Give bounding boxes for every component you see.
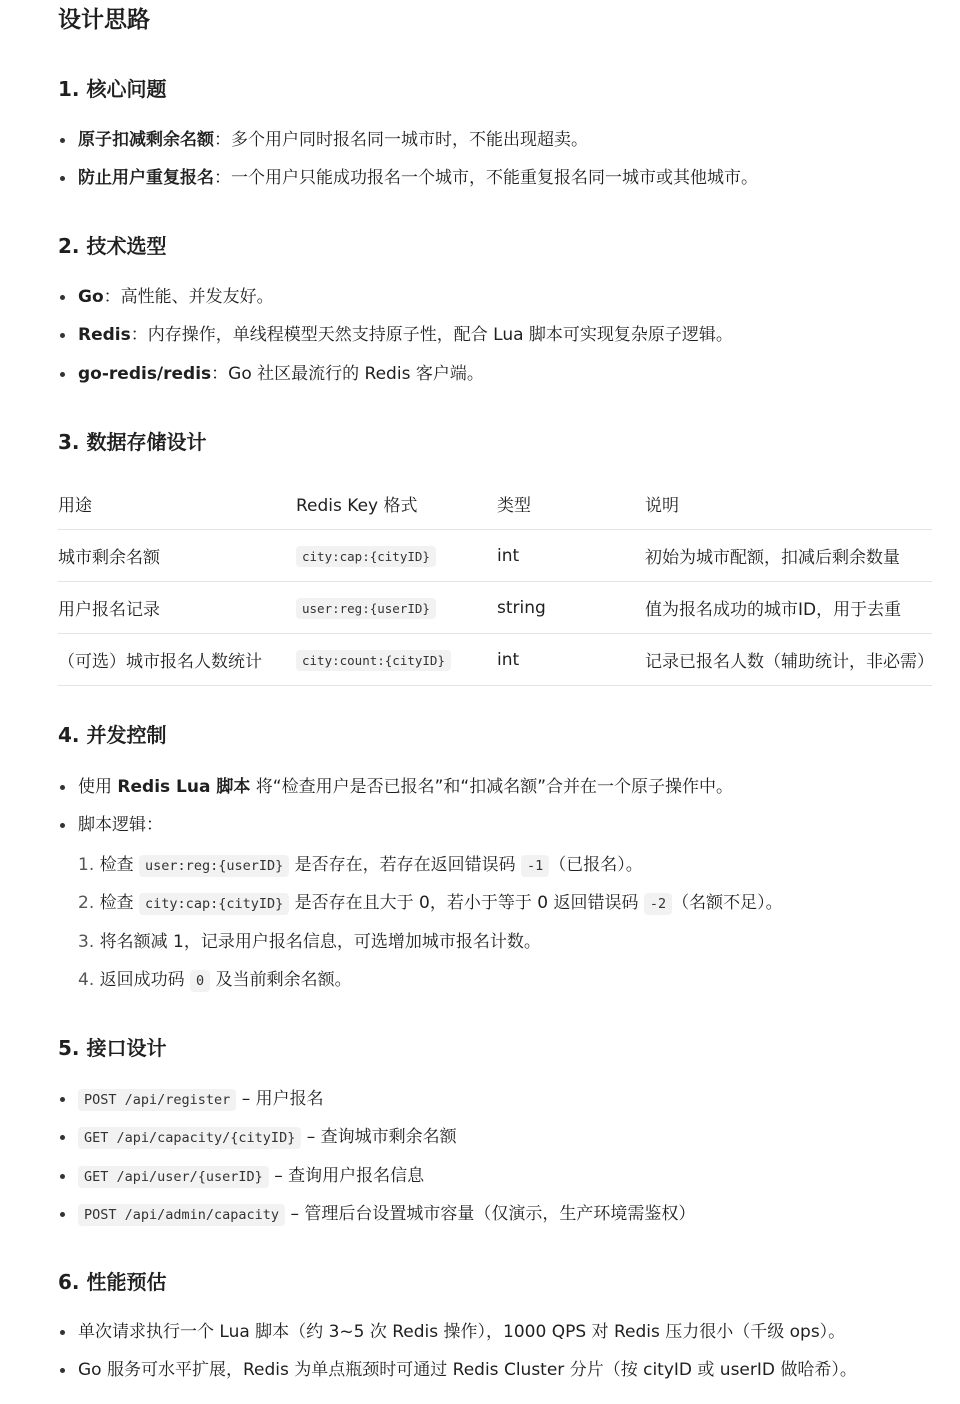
section-heading-core-issues: 1. 核心问题: [58, 77, 167, 101]
key-format: city:cap:{cityID}: [296, 546, 436, 567]
list-item: 原子扣减剩余名额：多个用户同时报名同一城市时，不能出现超卖。: [58, 121, 932, 159]
table-header-row: [58, 478, 932, 530]
list-item: 4. 返回成功码 0 及当前剩余名额。: [78, 969, 352, 990]
script-steps-list: [78, 846, 952, 999]
list-item: GET /api/capacity/{cityID} – 查询城市剩余名额: [58, 1118, 932, 1156]
api-endpoint: POST /api/admin/capacity: [78, 1204, 285, 1226]
api-endpoint: GET /api/user/{userID}: [78, 1166, 269, 1188]
section-heading-tech-stack: 2. 技术选型: [58, 234, 167, 258]
list-item: POST /api/register – 用户报名: [58, 1080, 932, 1118]
list-item: 1. 检查 user:reg:{userID} 是否存在，若存在返回错误码 -1 （已报名）。: [78, 855, 643, 875]
list-item: 3. 将名额减 1，记录用户报名信息，可选增加城市报名计数。: [78, 931, 541, 952]
section-heading-performance: 6. 性能预估: [58, 1270, 167, 1294]
key-format: user:reg:{userID}: [296, 598, 436, 619]
list-item: Go 服务可水平扩展，Redis 为单点瓶颈时可通过 Redis Cluster 分片（按 cityID 或 userID 做哈希）。: [58, 1351, 932, 1389]
column-header: Redis Key 格式: [296, 496, 418, 516]
storage-table: [58, 478, 932, 686]
column-header: 用途: [58, 496, 92, 516]
list-item: POST /api/admin/capacity – 管理后台设置城市容量（仅演示，生产环境需鉴权）: [58, 1195, 932, 1233]
list-item: 脚本逻辑：: [58, 806, 932, 844]
api-endpoint: POST /api/register: [78, 1089, 236, 1111]
column-header: 类型: [497, 496, 531, 516]
list-item: Go：高性能、并发友好。: [58, 278, 932, 316]
list-item: go-redis/redis：Go 社区最流行的 Redis 客户端。: [58, 355, 932, 393]
list-item: 使用 Redis Lua 脚本 将“检查用户是否已报名”和“扣减名额”合并在一个原子操作中。: [58, 768, 932, 806]
list-item: 单次请求执行一个 Lua 脚本（约 3~5 次 Redis 操作），1000 QPS 对 Redis 压力很小（千级 ops）。: [58, 1313, 932, 1351]
list-item: GET /api/user/{userID} – 查询用户报名信息: [58, 1157, 932, 1195]
table-row: （可选）城市报名人数统计 city:count:{cityID} int 记录已报名人数（辅助统计，非必需）: [58, 634, 932, 686]
list-item: 防止用户重复报名：一个用户只能成功报名一个城市，不能重复报名同一城市或其他城市。: [58, 159, 932, 197]
column-header: 说明: [645, 496, 679, 516]
api-list: [58, 1080, 932, 1233]
section-heading-concurrency: 4. 并发控制: [58, 723, 167, 747]
concurrency-list: [58, 768, 932, 845]
performance-list: [58, 1313, 932, 1390]
page-title: 设计思路: [58, 7, 150, 33]
section-heading-api-design: 5. 接口设计: [58, 1036, 167, 1060]
api-endpoint: GET /api/capacity/{cityID}: [78, 1127, 301, 1149]
table-row: 城市剩余名额 city:cap:{cityID} int 初始为城市配额，扣减后剩余数量: [58, 530, 932, 582]
key-format: city:count:{cityID}: [296, 650, 451, 671]
tech-stack-list: [58, 278, 932, 393]
list-item: 2. 检查 city:cap:{cityID} 是否存在且大于 0，若小于等于 0 返回错误码 -2 （名额不足）。: [78, 893, 783, 914]
section-heading-data-storage: 3. 数据存储设计: [58, 430, 207, 454]
list-item: Redis：内存操作，单线程模型天然支持原子性，配合 Lua 脚本可实现复杂原子逻辑。: [58, 316, 932, 354]
core-issues-list: [58, 121, 932, 198]
table-row: 用户报名记录 user:reg:{userID} string 值为报名成功的城市ID，用于去重: [58, 582, 932, 634]
